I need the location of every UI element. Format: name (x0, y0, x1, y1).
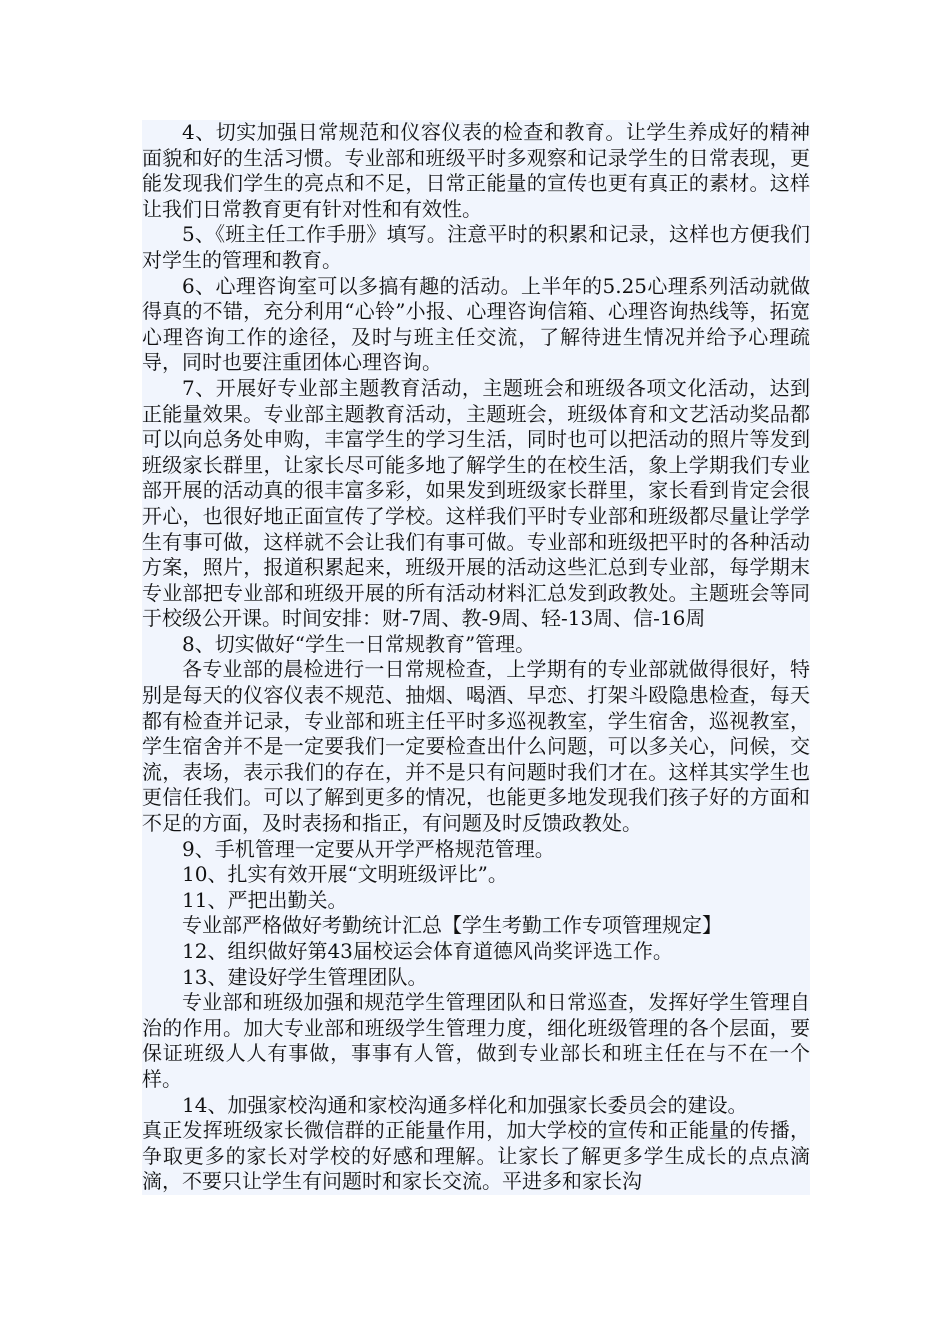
paragraph-item-12: 12、组织做好第43届校运会体育道德风尚奖评选工作。 (182, 939, 673, 963)
paragraph-item-14-detail: 真正发挥班级家长微信群的正能量作用，加大学校的宣传和正能量的传播，争取更多的家长对学校的好感和理解。让家长了解更多学生成长的点点滴滴，不要只让学生有问题时和家长交流。平进多和家长沟 (142, 1118, 810, 1194)
paragraph-item-7: 7、开展好专业部主题教育活动，主题班会和班级各项文化活动，达到正能量效果。专业部主题教育活动，主题班会，班级体育和文艺活动奖品都可以向总务处申购，丰富学生的学习生活，同时也可以把活动的照片等发到班级家长群里，让家长尽可能多地了解学生的在校生活，象上学期我们专业部开展的活动真的很丰富多彩，如果发到班级家长群里，家长看到肯定会很开心，也很好地正面宣传了学校。这样我们平时专业部和班级都尽量让学学生有事可做，这样就不会让我们有事可做。专业部和班级把平时的各种活动方案，照片，报道积累起来，班级开展的活动这些汇总到专业部，每学期末专业部把专业部和班级开展的所有活动材料汇总发到政教处。主题班会等同于校级公开课。时间安排：财-7周、教-9周、轻-13周、信-16周 (142, 375, 810, 631)
paragraph-item-5: 5、《班主任工作手册》填写。注意平时的积累和记录，这样也方便我们对学生的管理和教育。 (142, 222, 810, 272)
document-body (142, 120, 810, 1195)
paragraph-item-8: 8、切实做好“学生一日常规教育”管理。 (182, 631, 536, 656)
paragraph-item-10: 10、扎实有效开展“文明班级评比”。 (182, 862, 508, 887)
paragraph-item-14: 14、加强家校沟通和家校沟通多样化和加强家长委员会的建设。 (182, 1092, 748, 1117)
paragraph-item-4: 4、切实加强日常规范和仪容仪表的检查和教育。让学生养成好的精神面貌和好的生活习惯。专业部和班级平时多观察和记录学生的日常表现，更能发现我们学生的亮点和不足，日常正能量的宣传也更有真正的素材。这样让我们日常教育更有针对性和有效性。 (142, 120, 810, 221)
paragraph-item-6: 6、心理咨询室可以多搞有趣的活动。上半年的5.25心理系列活动就做得真的不错，充分利用“心铃”小报、心理咨询信箱、心理咨询热线等，拓宽心理咨询工作的途径，及时与班主任交流，了解待进生情况并给予心理疏导，同时也要注重团体心理咨询。 (142, 273, 810, 375)
paragraph-item-11-detail: 专业部严格做好考勤统计汇总【学生考勤工作专项管理规定】 (182, 913, 722, 938)
paragraph-item-8-detail: 各专业部的晨检进行一日常规检查，上学期有的专业部就做得很好，特别是每天的仪容仪表不规范、抽烟、喝酒、早恋、打架斗殴隐患检查，每天都有检查并记录，专业部和班主任平时多巡视教室，学生宿舍，巡视教室，学生宿舍并不是一定要我们一定要检查出什么问题，可以多关心，问候，交流，表场，表示我们的存在，并不是只有问题时我们才在。这样其实学生也更信任我们。可以了解到更多的情况，也能更多地发现我们孩子好的方面和不足的方面，及时表扬和指正，有问题及时反馈政教处。 (142, 657, 810, 836)
paragraph-item-13-detail: 专业部和班级加强和规范学生管理团队和日常巡查，发挥好学生管理自治的作用。加大专业部和班级学生管理力度，细化班级管理的各个层面，要保证班级人人有事做，事事有人管，做到专业部长和班主任在与不在一个样。 (142, 990, 810, 1091)
paragraph-item-13: 13、建设好学生管理团队。 (182, 964, 428, 989)
paragraph-item-9: 9、手机管理一定要从开学严格规范管理。 (182, 836, 555, 861)
paragraph-item-11: 11、严把出勤关。 (182, 887, 348, 912)
